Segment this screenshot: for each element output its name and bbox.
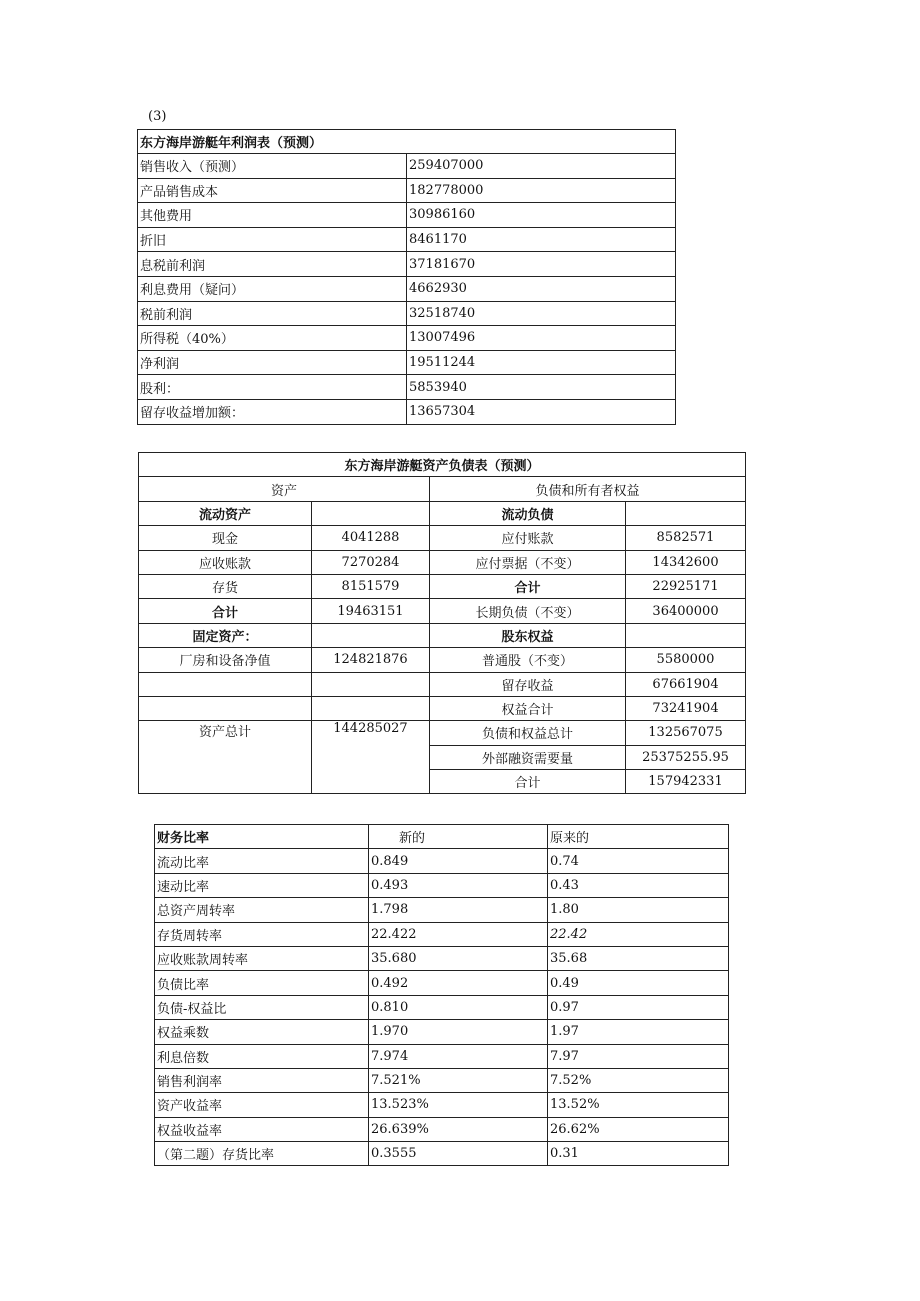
table-row [155,1117,729,1141]
ratio-name: 负债比率 [155,971,369,995]
retained-earnings-label: 留存收益 [430,672,626,696]
table-row [138,276,676,301]
ratio-name: 存货周转率 [155,922,369,946]
ca-total-label: 合计 [139,599,312,623]
row-value: 8461170 [407,227,676,252]
equity-total-label: 权益合计 [430,696,626,720]
ratio-new: 0.3555 [369,1142,548,1166]
cl-total-label: 合计 [430,574,626,598]
ratio-old: 1.80 [548,898,729,922]
ratio-old: 22.42 [548,922,729,946]
common-stock-value: 5580000 [626,648,746,672]
row-value: 32518740 [407,301,676,326]
ratio-new: 0.810 [369,995,548,1019]
ratio-old: 26.62% [548,1117,729,1141]
ratio-header-new: 新的 [369,825,548,849]
table-row [138,301,676,326]
row-value: 37181670 [407,252,676,277]
np-label: 应付票据（不变） [430,550,626,574]
ratio-old: 35.68 [548,946,729,970]
row-label: 所得税（40%） [138,326,407,351]
ca-total-value: 19463151 [312,599,430,623]
row-value: 182778000 [407,178,676,203]
ratio-new: 0.849 [369,849,548,873]
ap-value: 8582571 [626,526,746,550]
table-row [155,873,729,897]
retained-earnings-value: 67661904 [626,672,746,696]
ratio-new: 22.422 [369,922,548,946]
table-row [138,154,676,179]
total-assets-value: 144285027 [312,721,430,794]
ratio-name: 资产收益率 [155,1093,369,1117]
table-row [155,1142,729,1166]
inventory-value: 8151579 [312,574,430,598]
table-row [155,1020,729,1044]
row-value: 259407000 [407,154,676,179]
table-row [155,849,729,873]
ratio-name: 销售利润率 [155,1068,369,1092]
ratio-name: （第二题）存货比率 [155,1142,369,1166]
table-row [138,227,676,252]
ratio-name: 负债-权益比 [155,995,369,1019]
grand-total-value: 157942331 [626,770,746,794]
efn-value: 25375255.95 [626,745,746,769]
ratio-old: 13.52% [548,1093,729,1117]
fixed-assets-heading: 固定资产： [139,623,312,647]
row-value: 13657304 [407,399,676,424]
cash-value: 4041288 [312,526,430,550]
ar-value: 7270284 [312,550,430,574]
table-row [138,178,676,203]
row-label: 折旧 [138,227,407,252]
table-row [138,350,676,375]
ratio-new: 26.639% [369,1117,548,1141]
ratio-name: 总资产周转率 [155,898,369,922]
ratio-new: 7.521% [369,1068,548,1092]
table-row [138,326,676,351]
assets-header: 资产 [139,477,430,501]
table-row [155,1068,729,1092]
ppe-label: 厂房和设备净值 [139,648,312,672]
table-row [155,995,729,1019]
ratio-header-name: 财务比率 [155,825,369,849]
total-liab-equity-label: 负债和权益总计 [430,721,626,745]
ppe-value: 124821876 [312,648,430,672]
equity-heading: 股东权益 [430,623,626,647]
ratio-old: 0.74 [548,849,729,873]
liabilities-header: 负债和所有者权益 [430,477,746,501]
ratio-old: 0.97 [548,995,729,1019]
total-assets-label: 资产总计 [139,721,312,794]
row-label: 销售收入（预测） [138,154,407,179]
table-row [155,922,729,946]
ratio-name: 利息倍数 [155,1044,369,1068]
row-value: 4662930 [407,276,676,301]
ratio-old: 0.49 [548,971,729,995]
ratio-old: 7.97 [548,1044,729,1068]
ap-label: 应付账款 [430,526,626,550]
balance-title: 东方海岸游艇资产负债表（预测） [139,453,746,477]
inventory-label: 存货 [139,574,312,598]
table-row [155,1044,729,1068]
row-value: 30986160 [407,203,676,228]
row-label: 税前利润 [138,301,407,326]
ratio-new: 0.492 [369,971,548,995]
ratio-name: 速动比率 [155,873,369,897]
section-label: (3) [148,109,167,124]
row-label: 息税前利润 [138,252,407,277]
row-label: 股利： [138,375,407,400]
income-title: 东方海岸游艇年利润表（预测） [138,130,676,154]
ratio-old: 0.31 [548,1142,729,1166]
table-row [138,375,676,400]
ratio-old: 7.52% [548,1068,729,1092]
row-label: 其他费用 [138,203,407,228]
row-label: 留存收益增加额： [138,399,407,424]
equity-total-value: 73241904 [626,696,746,720]
ratio-new: 13.523% [369,1093,548,1117]
current-assets-heading: 流动资产 [139,501,312,525]
row-label: 利息费用（疑问） [138,276,407,301]
table-row [155,946,729,970]
ltd-label: 长期负债（不变） [430,599,626,623]
cl-total-value: 22925171 [626,574,746,598]
np-value: 14342600 [626,550,746,574]
row-value: 13007496 [407,326,676,351]
efn-label: 外部融资需要量 [430,745,626,769]
table-row [138,203,676,228]
balance-sheet-table [138,452,746,794]
table-row [155,898,729,922]
ratio-name: 权益乘数 [155,1020,369,1044]
ratio-new: 0.493 [369,873,548,897]
ratio-old: 0.43 [548,873,729,897]
ar-label: 应收账款 [139,550,312,574]
current-liabilities-heading: 流动负债 [430,501,626,525]
ratios-table [154,824,729,1166]
row-label: 净利润 [138,350,407,375]
ratio-new: 1.798 [369,898,548,922]
ltd-value: 36400000 [626,599,746,623]
ratio-new: 7.974 [369,1044,548,1068]
table-row [138,252,676,277]
ratio-header-old: 原来的 [548,825,729,849]
ratio-name: 流动比率 [155,849,369,873]
row-value: 5853940 [407,375,676,400]
common-stock-label: 普通股（不变） [430,648,626,672]
table-row [155,971,729,995]
ratio-new: 35.680 [369,946,548,970]
ratio-old: 1.97 [548,1020,729,1044]
cash-label: 现金 [139,526,312,550]
ratio-name: 应收账款周转率 [155,946,369,970]
income-statement-table [137,129,676,425]
ratio-new: 1.970 [369,1020,548,1044]
table-row [155,1093,729,1117]
ratio-name: 权益收益率 [155,1117,369,1141]
row-label: 产品销售成本 [138,178,407,203]
table-row [138,399,676,424]
row-value: 19511244 [407,350,676,375]
total-liab-equity-value: 132567075 [626,721,746,745]
grand-total-label: 合计 [430,770,626,794]
